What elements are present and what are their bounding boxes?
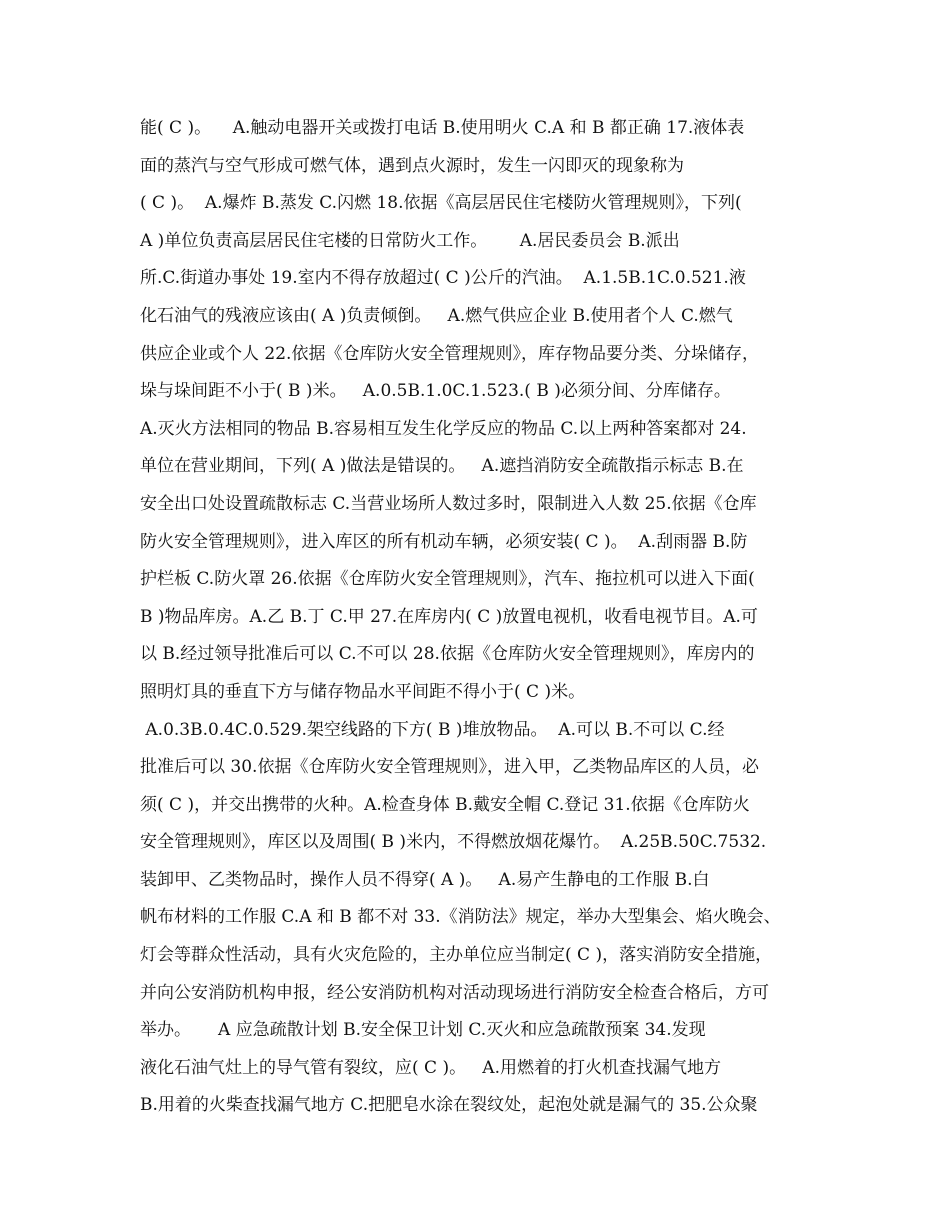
text-line: 所.C.街道办事处 19.室内不得存放超过( C )公斤的汽油。 A.1.5B.1C.0.521.液 <box>140 268 746 289</box>
text-line: B )物品库房。A.乙 B.丁 C.甲 27.在库房内( C )放置电视机，收看电视节目。A.可 <box>140 606 758 627</box>
text-line: 能( C )。 A.触动电器开关或拨打电话 B.使用明火 C.A 和 B 都正确 17.液体表 <box>140 118 745 138</box>
text-line: 须( C )，并交出携带的火种。A.检查身体 B.戴安全帽 C.登记 31.依据《仓库防火 <box>140 794 750 815</box>
text-line: 单位在营业期间，下列( A )做法是错误的。 A.遮挡消防安全疏散指示标志 B.在 <box>140 456 744 477</box>
text-line: 液化石油气灶上的导气管有裂纹，应( C )。 A.用燃着的打火机查找漏气地方 <box>140 1057 721 1078</box>
text-line: 供应企业或个人 22.依据《仓库防火安全管理规则》，库存物品要分类、分垛储存， <box>140 343 759 364</box>
text-line: 垛与垛间距不小于( B )米。 A.0.5B.1.0C.1.523.( B )必须分间、分库储存。 <box>140 381 731 402</box>
text-line: B.用着的火柴查找漏气地方 C.把肥皂水涂在裂纹处，起泡处就是漏气的 35.公众聚 <box>140 1095 758 1116</box>
text-line: 防火安全管理规则》，进入库区的所有机动车辆，必须安装( C )。 A.刮雨器 B.防 <box>140 531 748 552</box>
text-line: 灯会等群众性活动，具有火灾危险的，主办单位应当制定( C )，落实消防安全措施， <box>140 945 773 966</box>
text-line: ( C )。 A.爆炸 B.蒸发 C.闪燃 18.依据《高层居民住宅楼防火管理规则》，下列( <box>140 193 742 214</box>
text-line: A.0.3B.0.4C.0.529.架空线路的下方( B )堆放物品。 A.可以 B.不可以 C.经 <box>140 719 725 740</box>
text-line: A.灭火方法相同的物品 B.容易相互发生化学反应的物品 C.以上两种答案都对 24. <box>140 418 747 439</box>
text-line: 以 B.经过领导批准后可以 C.不可以 28.依据《仓库防火安全管理规则》，库房内的 <box>140 644 755 665</box>
document-body <box>140 110 820 1125</box>
text-line: 面的蒸汽与空气形成可燃气体，遇到点火源时，发生一闪即灭的现象称为 <box>140 155 684 176</box>
text-line: 照明灯具的垂直下方与储存物品水平间距不得小于( C )米。 <box>140 681 586 702</box>
text-line: 举办。 A 应急疏散计划 B.安全保卫计划 C.灭火和应急疏散预案 34.发现 <box>140 1020 706 1041</box>
text-line: 安全出口处设置疏散标志 C.当营业场所人数过多时，限制进入人数 25.依据《仓库 <box>140 493 757 514</box>
text-line: 帆布材料的工作服 C.A 和 B 都不对 33.《消防法》规定，举办大型集会、焰火晚会、 <box>140 907 781 928</box>
text-line: 安全管理规则》，库区以及周围( B )米内，不得燃放烟花爆竹。 A.25B.50C.7532. <box>140 832 767 853</box>
text-line: A )单位负责高层居民住宅楼的日常防火工作。 A.居民委员会 B.派出 <box>140 230 680 251</box>
text-line: 批准后可以 30.依据《仓库防火安全管理规则》，进入甲，乙类物品库区的人员，必 <box>140 757 759 778</box>
text-line: 并向公安消防机构申报，经公安消防机构对活动现场进行消防安全检查合格后，方可 <box>140 982 769 1003</box>
text-line: 化石油气的残液应该由( A )负责倾倒。 A.燃气供应企业 B.使用者个人 C.燃气 <box>140 305 733 326</box>
text-line: 装卸甲、乙类物品时，操作人员不得穿( A )。 A.易产生静电的工作服 B.白 <box>140 869 710 890</box>
text-line: 护栏板 C.防火罩 26.依据《仓库防火安全管理规则》，汽车、拖拉机可以进入下面( <box>140 569 755 590</box>
